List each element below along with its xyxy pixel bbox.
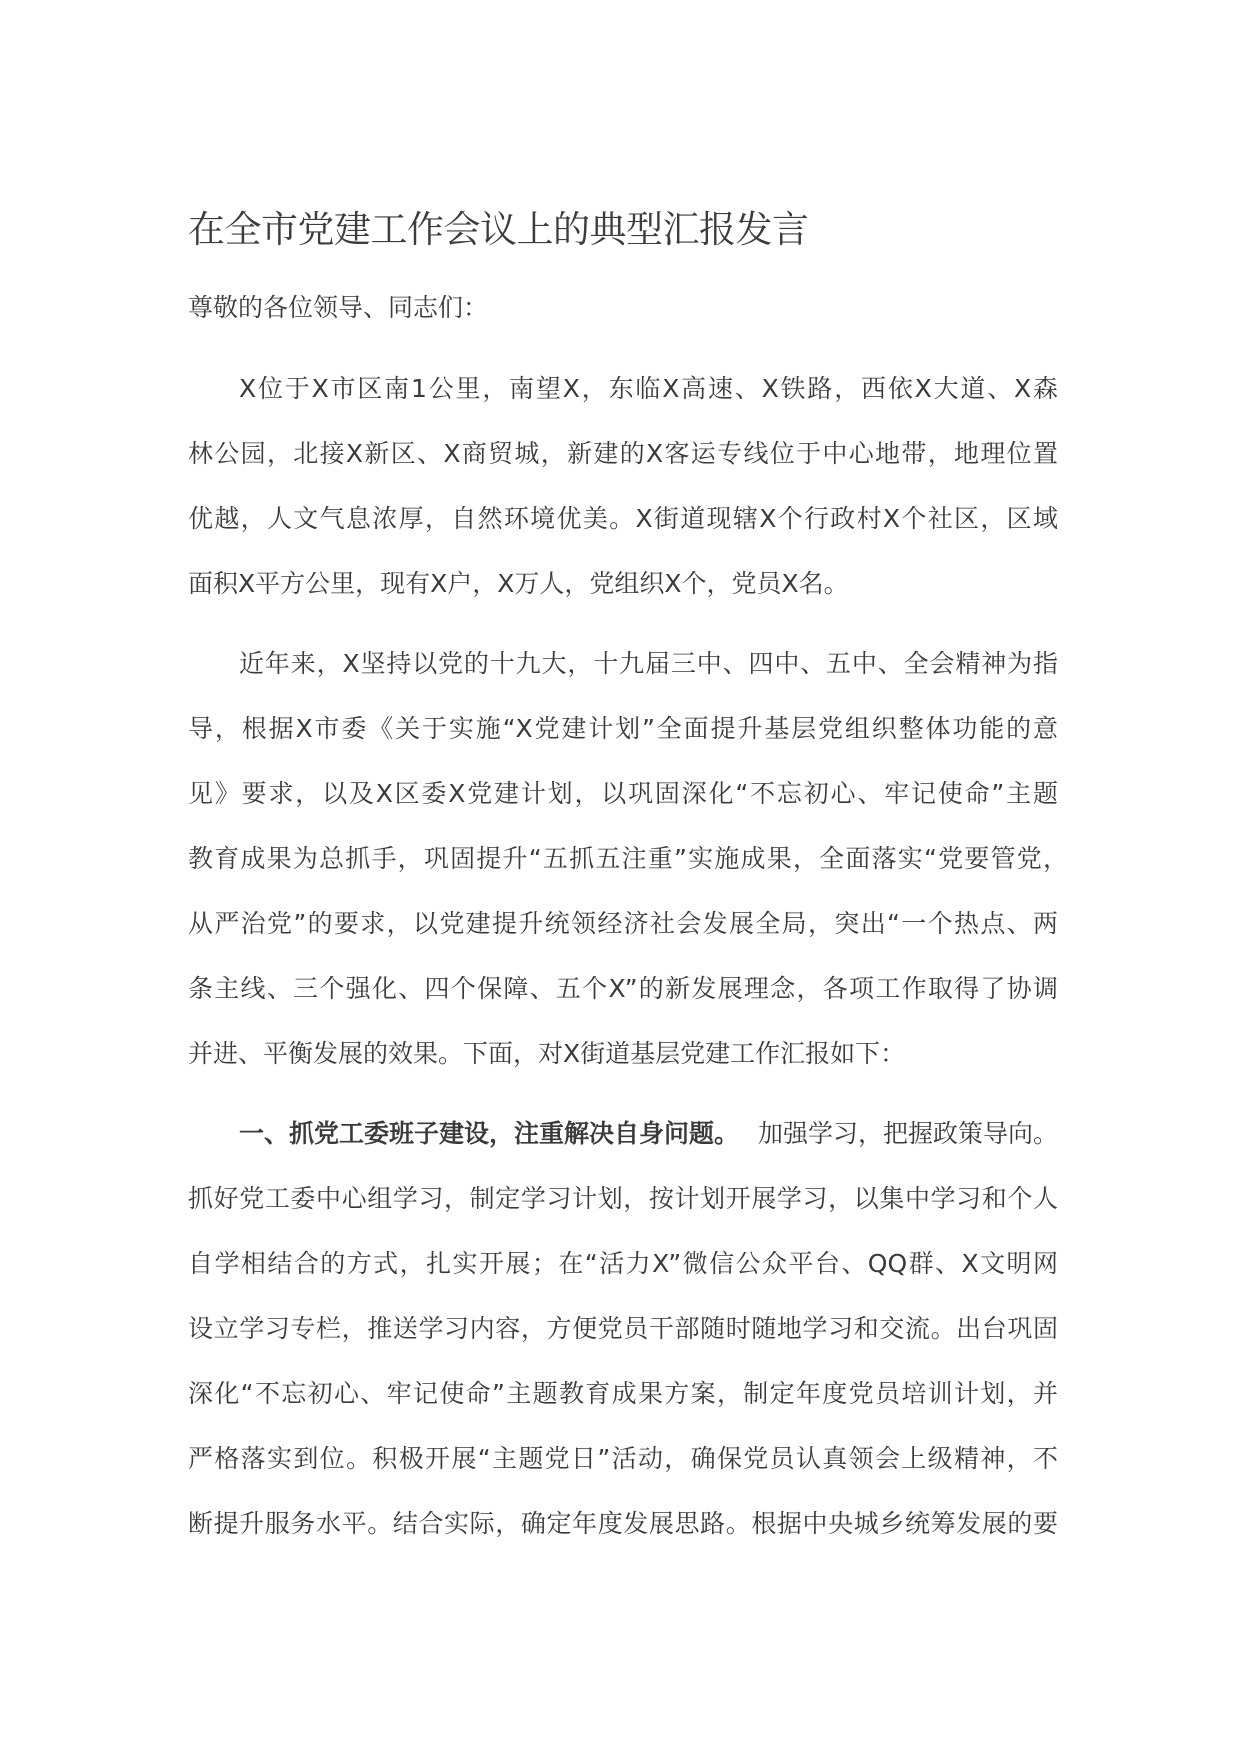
text-line: 设立学习专栏，推送学习内容，方便党员干部随时随地学习和交流。出台巩固 (188, 1314, 1058, 1343)
text-line: 自学相结合的方式，扎实开展；在“活力X”微信公众平台、QQ群、X文明网 (188, 1249, 1058, 1278)
text-line: 抓好党工委中心组学习，制定学习计划，按计划开展学习，以集中学习和个人 (188, 1184, 1058, 1213)
document-title: 在全市党建工作会议上的典型汇报发言 (188, 208, 809, 251)
text-line: 见》要求，以及X区委X党建计划，以巩固深化“不忘初心、牢记使命”主题 (188, 779, 1058, 808)
text-line: 并进、平衡发展的效果。下面，对X街道基层党建工作汇报如下： (188, 1039, 906, 1068)
salutation: 尊敬的各位领导、同志们： (188, 293, 489, 322)
text-line: 教育成果为总抓手，巩固提升“五抓五注重”实施成果，全面落实“党要管党， (188, 844, 1068, 873)
section-heading: 一、抓党工委班子建设，注重解决自身问题。 (239, 1119, 740, 1148)
text-line: 面积X平方公里，现有X户，X万人，党组织X个，党员X名。 (188, 569, 849, 598)
text-line: 从严治党”的要求，以党建提升统领经济社会发展全局，突出“一个热点、两 (188, 909, 1058, 938)
text-line: 优越，人文气息浓厚，自然环境优美。X街道现辖X个行政村X个社区，区域 (188, 504, 1058, 533)
text-line: 断提升服务水平。结合实际，确定年度发展思路。根据中央城乡统筹发展的要 (188, 1509, 1058, 1538)
text-line: 导，根据X市委《关于实施“X党建计划”全面提升基层党组织整体功能的意 (188, 714, 1058, 743)
text-line (239, 1117, 1058, 1151)
text-line: 林公园，北接X新区、X商贸城，新建的X客运专线位于中心地带，地理位置 (188, 439, 1058, 468)
text-line: 深化“不忘初心、牢记使命”主题教育成果方案，制定年度党员培训计划，并 (188, 1379, 1058, 1408)
text-line: 严格落实到位。积极开展“主题党日”活动，确保党员认真领会上级精神，不 (188, 1444, 1058, 1473)
text-line: 近年来，X坚持以党的十九大，十九届三中、四中、五中、全会精神为指 (239, 649, 1058, 678)
text-line: 条主线、三个强化、四个保障、五个X”的新发展理念，各项工作取得了协调 (188, 974, 1058, 1003)
text-line: X位于X市区南1公里，南望X，东临X高速、X铁路，西依X大道、X森 (239, 374, 1058, 403)
text-run: 加强学习，把握政策导向。 (757, 1119, 1058, 1148)
